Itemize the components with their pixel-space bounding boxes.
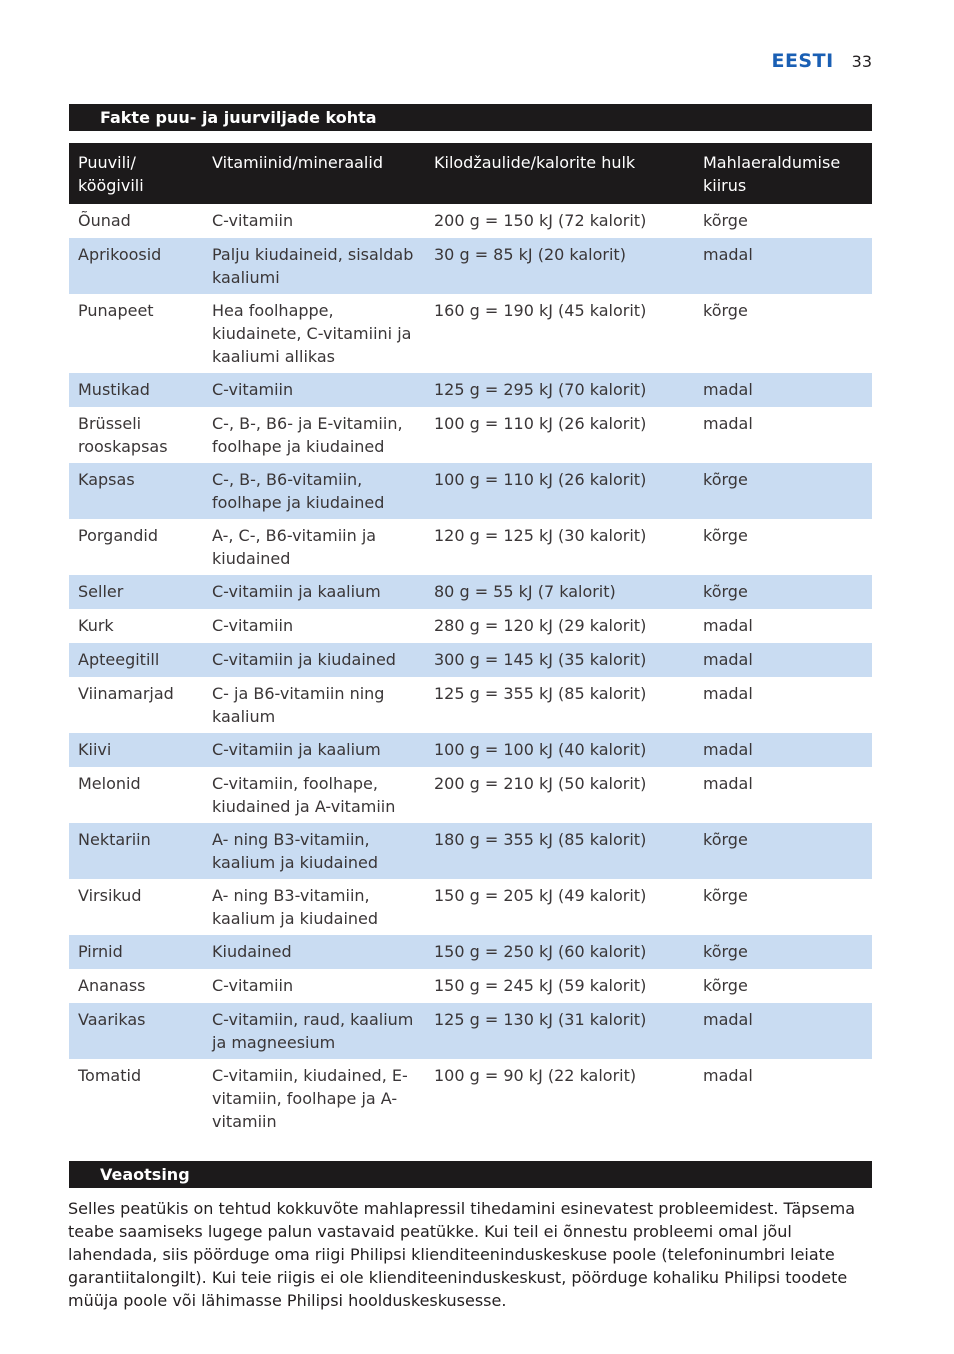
produce-cell: Virsikud — [78, 886, 142, 905]
energy-cell: 100 g = 100 kJ (40 kalorit) — [425, 733, 694, 767]
table-row — [69, 407, 872, 463]
produce-cell: Nektariin — [69, 823, 203, 879]
energy-cell: 280 g = 120 kJ (29 kalorit) — [434, 616, 647, 635]
energy-cell: 200 g = 210 kJ (50 kalorit) — [434, 774, 647, 793]
juice-rate-cell: kõrge — [694, 823, 872, 879]
juice-rate-cell: kõrge — [703, 301, 748, 320]
juice-rate-cell: kõrge — [694, 935, 872, 969]
produce-cell: Porgandid — [78, 526, 159, 545]
vitamins-cell: C-vitamiin — [212, 211, 294, 230]
energy-cell: 100 g = 110 kJ (26 kalorit) — [434, 414, 647, 433]
table-row — [69, 1003, 872, 1059]
juice-rate-cell: madal — [703, 774, 753, 793]
juice-rate-cell: kõrge — [694, 463, 872, 519]
vitamins-cell: Hea foolhappe, kiudainete, C-vitamiini ja kaaliumi allikas — [212, 301, 412, 366]
energy-cell: 150 g = 250 kJ (60 kalorit) — [425, 935, 694, 969]
vitamins-cell: Kiudained — [203, 935, 425, 969]
juice-rate-cell: madal — [703, 616, 753, 635]
vitamins-cell: A- ning B3-vitamiin, kaalium ja kiudained — [203, 823, 425, 879]
energy-cell: 80 g = 55 kJ (7 kalorit) — [425, 575, 694, 609]
table-row — [69, 463, 872, 519]
vitamins-cell: A-, C-, B6-vitamiin ja kiudained — [212, 526, 377, 568]
energy-cell: 100 g = 90 kJ (22 kalorit) — [434, 1066, 637, 1085]
produce-cell: Aprikoosid — [69, 238, 203, 294]
table-row — [69, 373, 872, 407]
energy-cell: 150 g = 245 kJ (59 kalorit) — [434, 976, 647, 995]
column-header-produce: Puuvili/ köögivili — [69, 143, 203, 204]
energy-cell: 180 g = 355 kJ (85 kalorit) — [425, 823, 694, 879]
produce-cell: Apteegitill — [69, 643, 203, 677]
juice-rate-cell: madal — [694, 373, 872, 407]
vitamins-cell: C-vitamiin — [203, 373, 425, 407]
vitamins-cell: Palju kiudaineid, sisaldab kaaliumi — [203, 238, 425, 294]
section-heading-troubleshooting: Veaotsing — [69, 1161, 872, 1188]
vitamins-cell: C- ja B6-vitamiin ning kaalium — [212, 684, 385, 726]
table-row — [69, 204, 872, 238]
vitamins-cell: C-vitamiin, foolhape, kiudained ja A-vitamiin — [212, 774, 396, 816]
juice-rate-cell: kõrge — [703, 886, 748, 905]
energy-cell: 100 g = 110 kJ (26 kalorit) — [425, 463, 694, 519]
table-body — [69, 204, 872, 1138]
juice-rate-cell: madal — [694, 643, 872, 677]
table-row — [69, 609, 872, 643]
produce-cell: Seller — [69, 575, 203, 609]
table-row — [69, 643, 872, 677]
energy-cell: 200 g = 150 kJ (72 kalorit) — [434, 211, 647, 230]
table-row — [69, 677, 872, 733]
vitamins-cell: C-, B-, B6-vitamiin, foolhape ja kiudained — [203, 463, 425, 519]
produce-cell: Mustikad — [69, 373, 203, 407]
produce-cell: Õunad — [78, 211, 131, 230]
column-header-juice-rate: Mahlaeraldumise kiirus — [694, 143, 872, 204]
table-row — [69, 1059, 872, 1138]
juice-rate-cell: kõrge — [703, 526, 748, 545]
produce-cell: Kiivi — [69, 733, 203, 767]
section-heading-facts: Fakte puu- ja juurviljade kohta — [69, 104, 872, 131]
energy-cell: 125 g = 355 kJ (85 kalorit) — [434, 684, 647, 703]
produce-cell: Melonid — [78, 774, 141, 793]
table-row — [69, 767, 872, 823]
column-header-vitamins: Vitamiinid/mineraalid — [203, 143, 425, 204]
table-header-row — [69, 143, 872, 204]
juice-rate-cell: madal — [694, 733, 872, 767]
column-header-energy: Kilodžaulide/kalorite hulk — [425, 143, 694, 204]
table-row — [69, 969, 872, 1003]
produce-cell: Tomatid — [78, 1066, 142, 1085]
juice-rate-cell: madal — [694, 1003, 872, 1059]
table-row — [69, 879, 872, 935]
vitamins-cell: C-vitamiin ja kaalium — [203, 733, 425, 767]
vitamins-cell: C-vitamiin — [212, 976, 294, 995]
vitamins-cell: C-vitamiin ja kiudained — [203, 643, 425, 677]
produce-cell: Viinamarjad — [78, 684, 174, 703]
produce-cell: Brüsseli rooskapsas — [78, 414, 168, 456]
vitamins-cell: C-vitamiin ja kaalium — [203, 575, 425, 609]
energy-cell: 30 g = 85 kJ (20 kalorit) — [425, 238, 694, 294]
table-row — [69, 823, 872, 879]
table-row — [69, 935, 872, 969]
juice-rate-cell: kõrge — [703, 211, 748, 230]
juice-rate-cell: kõrge — [694, 575, 872, 609]
troubleshooting-intro: Selles peatükis on tehtud kokkuvõte mahlapressil tihedamini esinevatest probleemidest. Täpsema teabe saamiseks lugege palun vastavaid peatükke. Kui teil ei õnnestu probleemi omal jõul lahendada, siis pöörduge oma riigi Philipsi klienditeeninduskeskuse poole (telefoninumbri leiate garantiitalongilt). Kui teie riigis ei ole klienditeeninduskeskust, pöörduge kohaliku Philipsi toodete müüja poole või lähimasse Philipsi hoolduskeskusesse. — [68, 1199, 855, 1310]
table-row — [69, 294, 872, 373]
table-row — [69, 575, 872, 609]
energy-cell: 150 g = 205 kJ (49 kalorit) — [434, 886, 647, 905]
produce-cell: Pirnid — [69, 935, 203, 969]
vitamins-cell: C-, B-, B6- ja E-vitamiin, foolhape ja kiudained — [212, 414, 403, 456]
energy-cell: 300 g = 145 kJ (35 kalorit) — [425, 643, 694, 677]
juice-rate-cell: madal — [703, 1066, 753, 1085]
energy-cell: 125 g = 130 kJ (31 kalorit) — [425, 1003, 694, 1059]
energy-cell: 120 g = 125 kJ (30 kalorit) — [434, 526, 647, 545]
vitamins-cell: C-vitamiin, raud, kaalium ja magneesium — [203, 1003, 425, 1059]
produce-cell: Kapsas — [69, 463, 203, 519]
juice-rate-cell: madal — [703, 414, 753, 433]
produce-cell: Vaarikas — [69, 1003, 203, 1059]
vitamins-cell: A- ning B3-vitamiin, kaalium ja kiudained — [212, 886, 379, 928]
juice-rate-cell: madal — [703, 684, 753, 703]
table-row — [69, 519, 872, 575]
language-label: EESTI — [771, 50, 834, 72]
facts-table — [69, 143, 872, 1138]
energy-cell: 160 g = 190 kJ (45 kalorit) — [434, 301, 647, 320]
table-row — [69, 733, 872, 767]
juice-rate-cell: kõrge — [703, 976, 748, 995]
produce-cell: Punapeet — [78, 301, 154, 320]
table-row — [69, 238, 872, 294]
page-number: 33 — [851, 52, 872, 71]
page-header — [771, 50, 872, 72]
juice-rate-cell: madal — [694, 238, 872, 294]
vitamins-cell: C-vitamiin — [212, 616, 294, 635]
energy-cell: 125 g = 295 kJ (70 kalorit) — [425, 373, 694, 407]
produce-cell: Kurk — [78, 616, 114, 635]
produce-cell: Ananass — [78, 976, 146, 995]
vitamins-cell: C-vitamiin, kiudained, E-vitamiin, foolhape ja A-vitamiin — [212, 1066, 408, 1131]
